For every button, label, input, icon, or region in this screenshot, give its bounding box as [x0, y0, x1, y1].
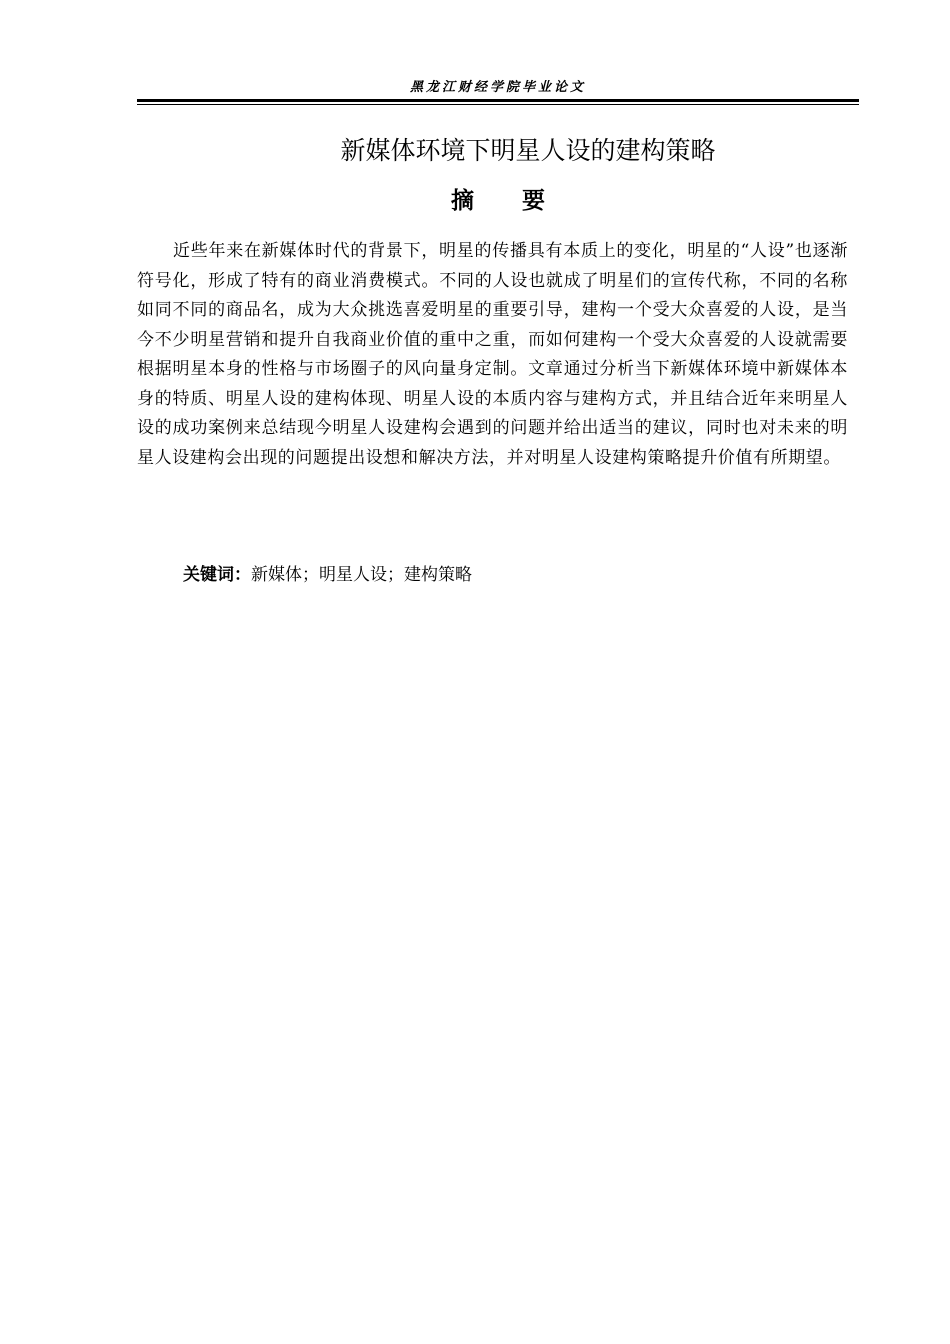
keywords-value: 新媒体；明星人设；建构策略 — [251, 565, 472, 585]
abstract-body: 近些年来在新媒体时代的背景下，明星的传播具有本质上的变化，明星的“人设”也逐渐符号化，形成了特有的商业消费模式。不同的人设也就成了明星们的宣传代称，不同的名称如同不同的商品名，成为大众挑选喜爱明星的重要引导，建构一个受大众喜爱的人设，是当今不少明星营销和提升自我商业价值的重中之重，而如何建构一个受大众喜爱的人设就需要根据明星本身的性格与市场圈子的风向量身定制。文章通过分析当下新媒体环境中新媒体本身的特质、明星人设的建构体现、明星人设的本质内容与建构方式，并且结合近年来明星人设的成功案例来总结现今明星人设建构会遇到的问题并给出适当的建议，同时也对未来的明星人设建构会出现的问题提出设想和解决方法，并对明星人设建构策略提升价值有所期望。 — [137, 241, 848, 468]
abstract-heading: 摘要 — [451, 188, 593, 214]
keywords-label: 关键词： — [183, 565, 251, 585]
keywords-line — [183, 562, 843, 588]
paper-title: 新媒体环境下明星人设的建构策略 — [340, 136, 716, 165]
header-rule-thick — [137, 99, 859, 102]
running-header: 黑龙江财经学院毕业论文 — [409, 80, 586, 95]
header-rule-thin — [137, 104, 859, 105]
